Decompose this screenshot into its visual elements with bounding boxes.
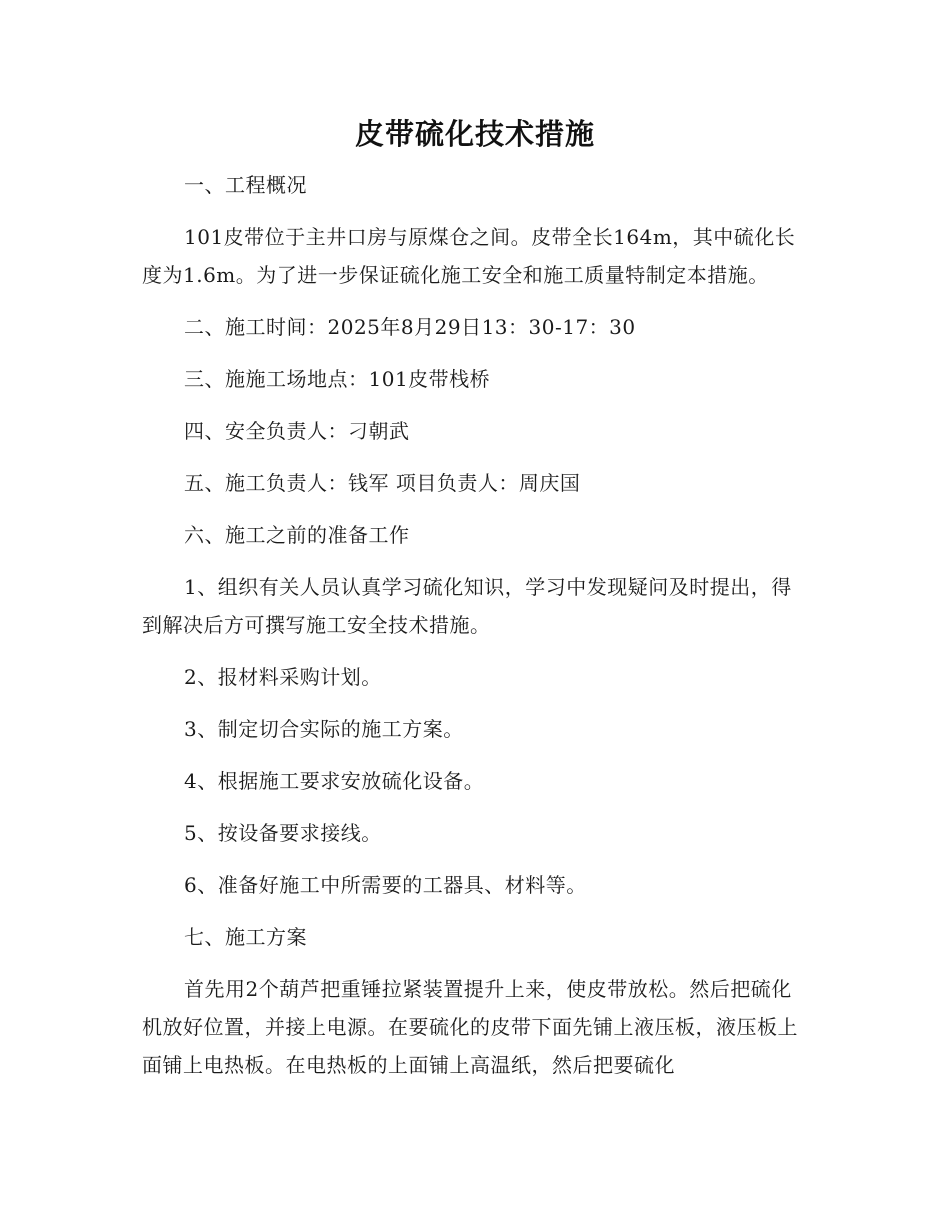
plan-paragraph: 首先用2个葫芦把重锤拉紧装置提升上来，使皮带放松。然后把硫化机放好位置，并接上电源。在要硫化的皮带下面先铺上液压板，液压板上面铺上电热板。在电热板的上面铺上高温纸，然后把要硫化: [142, 977, 798, 1077]
preparation-item-4: 4、根据施工要求安放硫化设备。: [184, 769, 485, 793]
section-heading-plan: 七、施工方案: [184, 925, 307, 949]
safety-supervisor: 四、安全负责人：刁朝武: [184, 419, 410, 443]
construction-location: 三、施施工场地点：101皮带栈桥: [184, 367, 491, 391]
document-body: [142, 166, 810, 1098]
construction-time: 二、施工时间：2025年8月29日13：30-17：30: [184, 315, 636, 339]
preparation-item-3: 3、制定切合实际的施工方案。: [184, 717, 464, 741]
overview-paragraph: 101皮带位于主井口房与原煤仓之间。皮带全长164m，其中硫化长度为1.6m。为了进一步保证硫化施工安全和施工质量特制定本措施。: [142, 225, 796, 287]
document-title: 皮带硫化技术措施: [354, 117, 595, 151]
section-heading-overview: 一、工程概况: [184, 173, 307, 197]
section-heading-preparation: 六、施工之前的准备工作: [184, 523, 410, 547]
construction-supervisor: 五、施工负责人：钱军 项目负责人：周庆国: [184, 471, 581, 495]
preparation-item-5: 5、按设备要求接线。: [184, 821, 382, 845]
preparation-item-6: 6、准备好施工中所需要的工器具、材料等。: [184, 873, 587, 897]
preparation-item-2: 2、报材料采购计划。: [184, 665, 382, 689]
preparation-item-1: 1、组织有关人员认真学习硫化知识，学习中发现疑问及时提出，得到解决后方可撰写施工安全技术措施。: [142, 575, 792, 637]
